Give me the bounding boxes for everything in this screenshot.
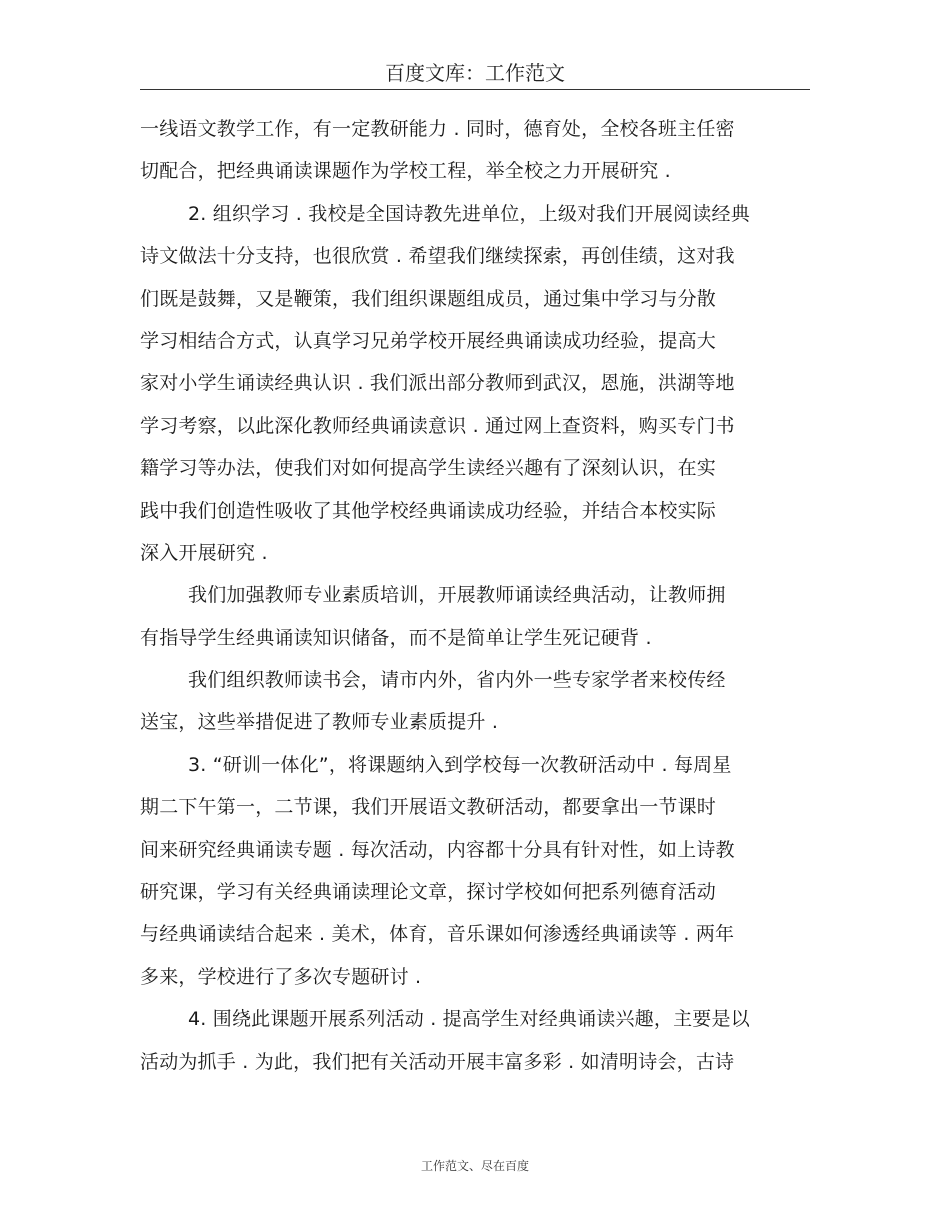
text-line: 期二下午第一，二节课，我们开展语文教研活动，都要拿出一节课时 <box>140 796 717 819</box>
text-line: 送宝，这些举措促进了教师专业素质提升 . <box>140 711 499 734</box>
text-line: 与经典诵读结合起来 . 美术，体育，音乐课如何渗透经典诵读等 . 两年 <box>140 923 735 946</box>
text-line: 研究课，学习有关经典诵读理论文章，探讨学校如何把系列德育活动 <box>140 881 717 904</box>
page-header-title: 百度文库：工作范文 <box>385 61 565 85</box>
text-line: 切配合，把经典诵读课题作为学校工程，举全校之力开展研究 . <box>140 160 671 183</box>
text-line: 一线语文教学工作，有一定教研能力 . 同时，德育处，全校各班主任密 <box>140 118 735 140</box>
text-line: 4. 围绕此课题开展系列活动 . 提高学生对经典诵读兴趣，主要是以 <box>188 1008 750 1031</box>
text-line: 3. “研训一体化”，将课题纳入到学校每一次教研活动中 . 每周星 <box>188 753 732 776</box>
text-line: 籍学习等办法，使我们对如何提高学生读经兴趣有了深刻认识，在实 <box>140 457 717 480</box>
text-line: 学习相结合方式，认真学习兄弟学校开展经典诵读成功经验，提高大 <box>140 329 717 352</box>
text-line: 活动为抓手 . 为此，我们把有关活动开展丰富多彩 . 如清明诗会，古诗 <box>140 1050 735 1073</box>
header-divider <box>140 89 810 90</box>
page-footer-text: 工作范文、尽在百度 <box>420 1159 529 1173</box>
text-line: 家对小学生诵读经典认识 . 我们派出部分教师到武汉，恩施，洪湖等地 <box>140 372 735 395</box>
text-line: 间来研究经典诵读专题 . 每次活动，内容都十分具有针对性，如上诗教 <box>140 838 735 861</box>
text-line: 我们组织教师读书会，请市内外，省内外一些专家学者来校传经 <box>188 669 726 692</box>
text-line: 有指导学生经典诵读知识储备，而不是简单让学生死记硬背 . <box>140 626 652 649</box>
text-line: 们既是鼓舞，又是鞭策，我们组织课题组成员，通过集中学习与分散 <box>140 287 717 310</box>
text-line: 诗文做法十分支持，也很欣赏 . 希望我们继续探索，再创佳绩，这对我 <box>140 245 735 268</box>
text-line: 践中我们创造性吸收了其他学校经典诵读成功经验，并结合本校实际 <box>140 499 717 522</box>
text-line: 2. 组织学习 . 我校是全国诗教先进单位，上级对我们开展阅读经典 <box>188 202 750 225</box>
text-line: 学习考察，以此深化教师经典诵读意识 . 通过网上查资料，购买专门书 <box>140 414 735 437</box>
text-line: 多来，学校进行了多次专题研讨 . <box>140 965 422 988</box>
text-line: 我们加强教师专业素质培训，开展教师诵读经典活动，让教师拥 <box>188 584 726 607</box>
document-body <box>140 108 810 1083</box>
text-line: 深入开展研究 . <box>140 541 268 564</box>
